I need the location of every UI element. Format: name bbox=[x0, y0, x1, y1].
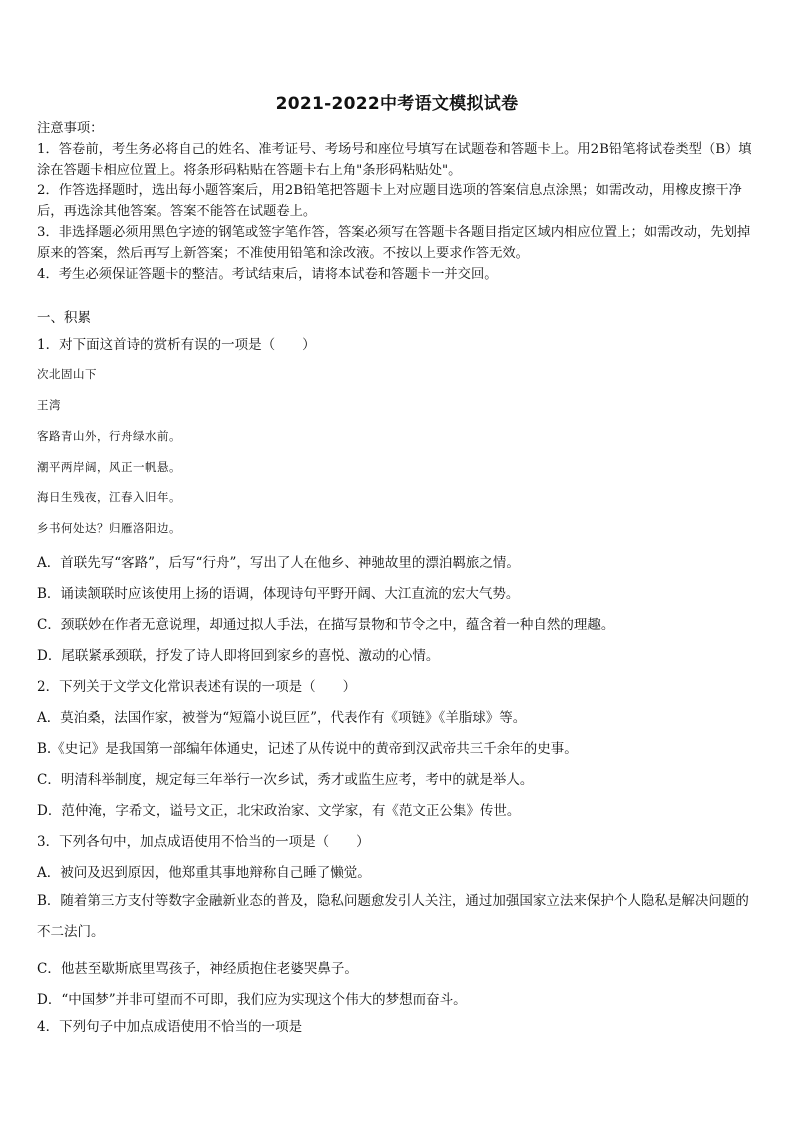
section-heading: 一、积累 bbox=[37, 310, 91, 326]
question-2-stem: 2．下列关于文学文化常识表述有误的一项是（ ） bbox=[37, 679, 357, 695]
question-3-option-a: A．被问及迟到原因，他郑重其事地辩称自己睡了懒觉。 bbox=[37, 865, 371, 881]
question-3-stem: 3．下列各句中，加点成语使用不恰当的一项是（ ） bbox=[37, 834, 370, 850]
notes-block bbox=[37, 119, 759, 285]
question-3-option-d: D．“中国梦”并非可望而不可即，我们应为实现这个伟大的梦想而奋斗。 bbox=[37, 992, 467, 1008]
question-4-stem: 4．下列句子中加点成语使用不恰当的一项是 bbox=[37, 1019, 303, 1035]
notes-item: 1．答卷前，考生务必将自己的姓名、准考证号、考场号和座位号填写在试题卷和答题卡上。用2B铅笔将试卷类型（B）填涂在答题卡相应位置上。将条形码粘贴在答题卡右上角"条形码粘贴处"。 bbox=[37, 141, 752, 178]
poem-line: 潮平两岸阔，风正一帆悬。 bbox=[37, 460, 181, 474]
poem-line: 乡书何处达？归雁洛阳边。 bbox=[37, 521, 181, 535]
question-1-option-c: C．颈联妙在作者无意说理，却通过拟人手法，在描写景物和节令之中，蕴含着一种自然的理趣。 bbox=[37, 617, 615, 633]
notes-item: 3．非选择题必须用黑色字迹的钢笔或签字笔作答，答案必须写在答题卡各题目指定区域内相应位置上；如需改动，先划掉原来的答案，然后再写上新答案；不准使用铅笔和涂改液。不按以上要求作答无效。 bbox=[37, 224, 751, 261]
question-3-option-c: C．他甚至歇斯底里骂孩子，神经质抱住老婆哭鼻子。 bbox=[37, 961, 358, 977]
question-1-option-b: B．诵读颔联时应该使用上扬的语调，体现诗句平野开阔、大江直流的宏大气势。 bbox=[37, 586, 520, 602]
question-1-option-d: D．尾联紧承颈联，抒发了诗人即将回到家乡的喜悦、激动的心情。 bbox=[37, 648, 440, 664]
page-title: 2021-2022中考语文模拟试卷 bbox=[275, 94, 519, 114]
question-2-option-a: A．莫泊桑，法国作家，被誉为“短篇小说巨匠”，代表作有《项链》《羊脂球》等。 bbox=[37, 710, 527, 726]
notes-item: 2．作答选择题时，选出每小题答案后，用2B铅笔把答题卡上对应题目选项的答案信息点涂黑；如需改动，用橡皮擦干净后，再选涂其他答案。答案不能答在试题卷上。 bbox=[37, 183, 742, 220]
poem-line: 客路青山外，行舟绿水前。 bbox=[37, 429, 181, 443]
notes-item: 4．考生必须保证答题卡的整洁。考试结束后，请将本试卷和答题卡一并交回。 bbox=[37, 266, 498, 282]
question-2-option-b: B.《史记》是我国第一部编年体通史，记述了从传说中的黄帝到汉武帝共三千余年的史事。 bbox=[37, 741, 578, 757]
poem-title: 次北固山下 bbox=[37, 367, 97, 381]
question-2-option-d: D．范仲淹，字希文，谥号文正，北宋政治家、文学家，有《范文正公集》传世。 bbox=[37, 803, 521, 819]
question-3-option-b: B．随着第三方支付等数字金融新业态的普及，隐私问题愈发引人关注，通过加强国家立法来保护个人隐私是解决问题的不二法门。 bbox=[37, 893, 749, 940]
question-1-option-a: A．首联先写“客路”，后写“行舟”，写出了人在他乡、神驰故里的漂泊羁旅之情。 bbox=[37, 555, 520, 571]
poem-line: 海日生残夜，江春入旧年。 bbox=[37, 490, 181, 504]
question-2-option-c: C．明清科举制度，规定每三年举行一次乡试，秀才或监生应考，考中的就是举人。 bbox=[37, 772, 534, 788]
poem-author: 王湾 bbox=[37, 398, 61, 412]
question-1-stem: 1．对下面这首诗的赏析有误的一项是（ ） bbox=[37, 337, 316, 353]
notes-heading: 注意事项： bbox=[37, 121, 104, 136]
